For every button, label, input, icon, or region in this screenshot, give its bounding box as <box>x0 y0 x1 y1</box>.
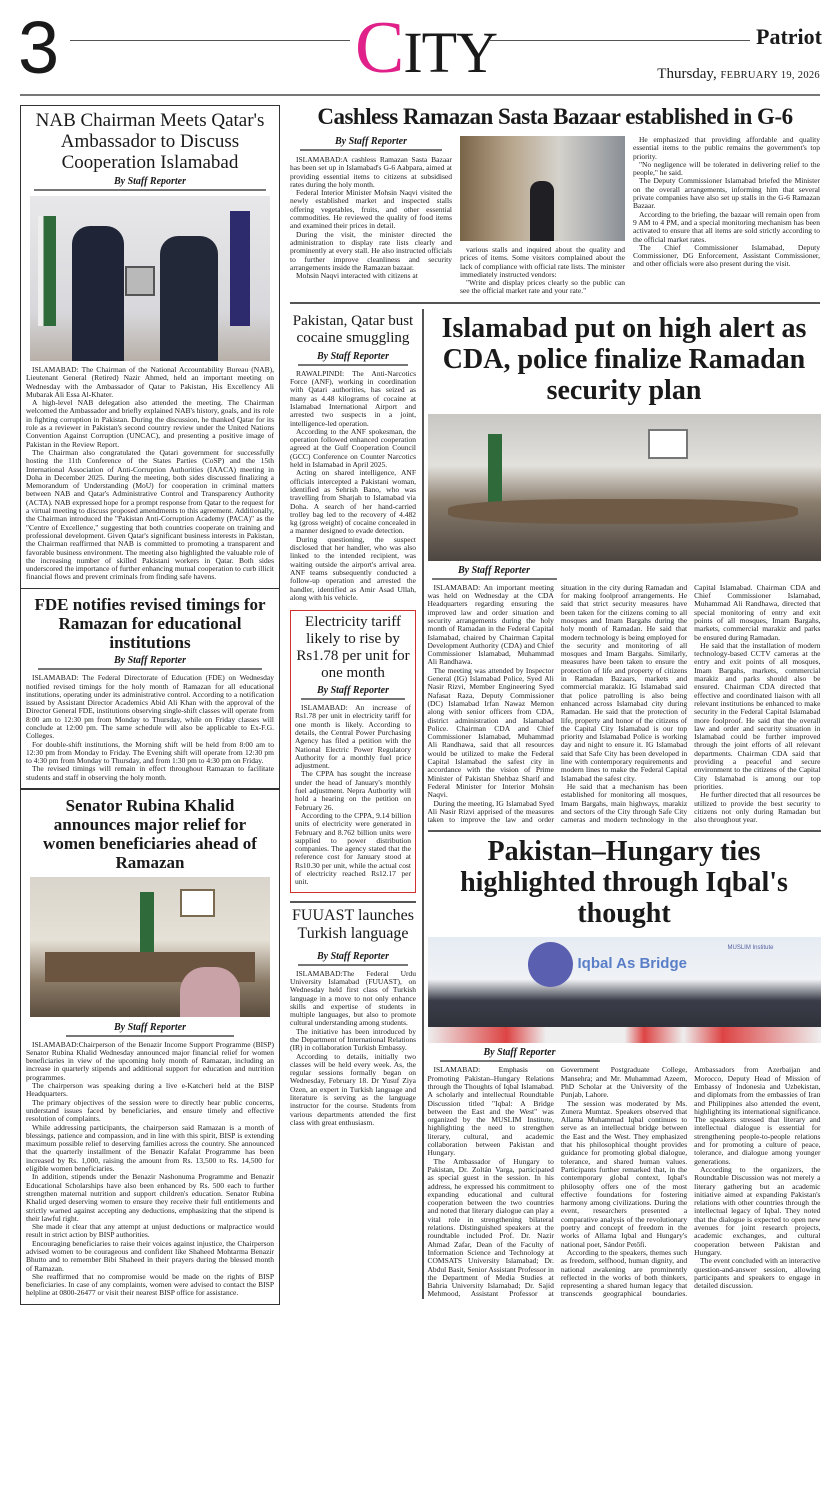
globe-graphic <box>528 942 573 987</box>
article-photo <box>460 136 625 241</box>
issue-date <box>657 66 820 83</box>
paragraph: The initiative has been introduced by the Department of International Relations (IR) in collaboration Turkish Embassy. <box>290 1026 416 1053</box>
paragraph: ISLAMABAD:The Federal Urdu University Islamabad (FUUAST), on Wednesday held first class of Turkish language in a move to not only enhance skills and expertise of students in multiple languages, but also to promote cultural understanding among students. <box>290 968 416 1028</box>
paragraph: The event concluded with an interactive question-and-answer session, allowing participants and speakers to engage in detailed discussion. <box>694 1256 821 1291</box>
byline: By Staff Reporter <box>440 1047 600 1062</box>
paragraph: ISLAMABAD:Chairperson of the Benazir Income Support Programme (BISP) Senator Rubina Khalid Wednesday announced major financial relief for women beneficiaries in view of the upcoming holy month of Ramazan, including an increase in quarterly stipends and additional support for education and nutrition programmes. <box>26 1039 274 1082</box>
banner-text: Iqbal As Bridge <box>577 955 687 973</box>
portrait-frame <box>180 889 215 917</box>
divider <box>21 588 279 590</box>
paragraph: According to details, initially two classes will be held every week. As, the regular sessions formally began on Wednesday, February 18. Dr Yusuf Ziya Ozen, an expert in Turkish language and literature is serving as the language instructor for the course. Students from various departments attended the first class with great enthusiasm. <box>290 1051 416 1127</box>
paragraph: Acting on shared intelligence, ANF officials intercepted a Pakistani woman, identified as Sehrish Bano, who was travelling from Sharjah to Islamabad via Doha. A search of her hand-carried trolley bag led to the recovery of 4.482 kg (gross weight) of cocaine concealed in a manner designed to evade detection. <box>290 468 416 536</box>
article-fuuast <box>290 907 416 1128</box>
article-body <box>290 370 416 602</box>
paragraph: ISLAMABAD: The Federal Directorate of Education (FDE) on Wednesday notified revised timings for the holy month of Ramazan for all educational institutions, operating under its administrative control. According to a notification issued by Assistant Director Academics Abid Ali Khan with the approval of the Director General FDE, institutions observing single-shift classes will operate from 8:00 am to 12:30 pm from Monday to Thursday, while on Friday classes will conclude at 12:00 pm. The same schedule will also be applicable to Ex-F.G. Colleges. <box>26 673 274 741</box>
paragraph: Federal Interior Minister Mohsin Naqvi visited the newly established market and inspected stalls offering vegetables, fruits, and other essential commodities. He reviewed the quality of food items and examined their prices in detail. <box>290 188 452 231</box>
paragraph: While addressing participants, the chairperson said Ramazan is a month of blessings, patience and compassion, and in line with this spirit, BISP is extending maximum possible relief to deserving families across the country. She announced that the quarterly installment of the Benazir Kafalat Programme has been increased by Rs. 1,000, raising the amount from Rs. 13,500 to Rs. 14,500 for eligible women beneficiaries. <box>26 1122 274 1174</box>
article-hungary <box>428 836 821 1298</box>
headline: Senator Rubina Khalid announces major relief for women beneficiaries ahead of Ramazan <box>43 795 257 872</box>
section-title-rest: ITY <box>403 20 497 85</box>
article-body <box>26 1041 274 1298</box>
paragraph: He said that the installation of modern technology-based CCTV cameras at the entry and exit points of all mosques, Imam Bargahs, markets, commercial marakiz and parks should also be ensured. Chairman CDA directed that effective and coordinated liaison with all relevant institutions be enhanced to make security in the Federal Capital Islamabad more foolproof. He said that the overall law and order and security situation in Islamabad could be further improved through the joint efforts of all relevant departments. Chairman CDA said that providing a peaceful and secure environment to the citizens of the Capital City Islamabad is among our top priorities. <box>694 640 821 791</box>
article-bisp <box>26 796 274 1298</box>
middle-column <box>290 309 420 1299</box>
conference-table <box>448 499 798 524</box>
divider <box>21 788 279 790</box>
article-nab <box>26 110 274 582</box>
divider <box>428 830 821 832</box>
paragraph: He emphasized that providing affordable and quality essential items to the public remains the government's top priority. <box>633 135 820 161</box>
paragraph: The primary objectives of the session were to directly hear public concerns, understand issues faced by beneficiaries, and ensure timely and effective resolution of complaints. <box>26 1097 274 1124</box>
paragraph: The Deputy Commissioner Islamabad briefed the Minister on the overall arrangements, informing him that several private companies have also set up stalls in the G-6 Ramazan Bazaar. <box>633 176 820 211</box>
flag <box>230 211 250 326</box>
paragraph: Mohsin Naqvi interacted with citizens at <box>296 271 418 281</box>
brand-logo: Patriot <box>756 24 822 49</box>
paragraph: The Ambassador of Hungary to Pakistan, Dr. Zoltán Varga, participated as special guest in the session. In his address, he expressed his commitment to expanding educational and cultural cooperation between the two countries and noted that literary dialogue can play a vital role in strengthening bilateral relations. Distinguished speakers at the roundtable included Prof. Dr. Nazir Ahmad Zafar, Dean of the Faculty of Information Science and Technology at COMSATS University Islamabad; Dr. Abdul Basit, Senior Assistant Professor in the Department of Media Studies at Bahria University Islamabad; Dr. Sajid Mehmood, Assistant Professor at Government Postgraduate College, Mansehra; and Mr. Muhammad Azeem, PhD Scholar at the University of the Punjab, Lahore. <box>427 1065 688 1299</box>
headline: Cashless Ramazan Sasta Bazaar established in G-6 <box>317 104 793 129</box>
right-column <box>428 309 821 1299</box>
article-photo <box>428 937 821 1043</box>
paragraph: ISLAMABAD: An important meeting was held on Wednesday at the CDA Headquarters regarding ensuring the improved law and order situation and security arrangements during the holy month of Ramadan in the Federal Capital Islamabad, chaired by Chairman Capital Development Authority (CDA) and Chief Commissioner Islamabad, Muhammad Ali Randhawa. <box>427 582 554 667</box>
article-bazaar <box>290 103 820 296</box>
article-body <box>26 366 274 582</box>
paragraph: RAWALPINDI: The Anti-Narcotics Force (ANF), working in coordination with Qatari authorities, has seized as many as 4.48 kilograms of cocaine at Islamabad International Airport and arrested two suspects in a joint, intelligence-led operation. <box>290 368 416 428</box>
paragraph: A high-level NAB delegation also attended the meeting. The Chairman welcomed the Ambassador and briefly explained NAB's history, goals, and its role in fighting corruption in Pakistan. During the discussion, he thanked Qatar for its role as a reviewer in Pakistan's second country review under the United Nations Convention Against Corruption (UNCAC), and presenting a positive image of Pakistan in the Review Report. <box>26 398 274 449</box>
article-body <box>295 704 411 887</box>
divider <box>290 302 820 304</box>
paragraph: She reaffirmed that no compromise would be made on the rights of BISP beneficiaries. In case of any complaints, women were advised to contact the BISP helpline at 0800-26477 or visit their nearest BISP office for assistance. <box>26 1271 274 1298</box>
issue-date-value: FEBRUARY 19, 2026 <box>720 70 820 81</box>
byline: By Staff Reporter <box>38 655 262 670</box>
flag <box>488 434 502 504</box>
paragraph: In addition, stipends under the Benazir Nashonuma Programme and Benazir Educational Scholarships have also been enhanced by Rs. 500 each to further strengthen maternal nutrition and support children's education. Senator Rubina Khalid urged deserving women to ensure they receive their full entitlements and strictly warned against accepting any deductions, emphasizing that the stipend is their lawful right. <box>26 1172 274 1223</box>
paragraph: Encouraging beneficiaries to raise their voices against injustice, the Chairperson advised women to be courageous and confident like Shaheed Mohtarma Benazir Bhutto and to remember Bibi Shaheed in their prayers during the blessed month of Ramazan. <box>26 1238 274 1273</box>
article-col-1 <box>290 156 452 280</box>
organizer-logo: MUSLIM Institute <box>727 945 774 952</box>
paragraph: He said that a mechanism has been established for monitoring all mosques, Imam Bargahs, main highways, marakiz and sectors of the City through Safe City cameras and modern technology in the Capital Islamabad. Chairman CDA and Chief Commissioner Islamabad, Muhammad Ali Randhawa, directed that special monitoring of entry and exit points of all mosques, Imam Bargahs, markets, commercial marakiz and parks be ensured during Ramadan. <box>560 582 821 825</box>
byline: By Staff Reporter <box>300 136 442 151</box>
paragraph: During the meeting, IG Islamabad Syed Ali Nasir Rizvi apprised of the measures taken to improve the law and order situation in the city during Ramadan and for making foolproof arrangements. He said that strict security measures have been taken for the citizens coming to all mosques and Imam Bargahs during the holy month of Ramadan. He said that modern technology is being employed for the security and monitoring of all mosques and Imam Bargahs. Similarly, measures have been taken to ensure the protection of life and property of citizens in Ramadan Bazaars, markets and commercial marakiz. IG Islamabad said that police patrolling is also being enhanced across Islamabad city during Ramadan. He said that the protection of life, property and honor of the citizens of the Capital City Islamabad is our top priority and Islamabad Police is working day and night to ensure it. IG Islamabad said that Safe City has been developed in line with contemporary requirements and modern lines to make the Federal Capital Islamabad the safest city. <box>427 582 688 825</box>
byline: By Staff Reporter <box>66 1022 234 1037</box>
headline: FDE notifies revised timings for Ramazan for educational institutions <box>34 595 266 653</box>
byline: By Staff Reporter <box>301 685 405 700</box>
article-body <box>290 970 416 1128</box>
article-col-3 <box>633 136 820 269</box>
paragraph: During the visit, the minister directed the administration to display rate lists clearly and prominently at every stall. He also instructed officials to further improve cleanliness and security arrangements inside the Ramazan bazaar. <box>290 229 452 272</box>
article-fde <box>26 595 274 782</box>
article-tariff <box>290 610 416 893</box>
person <box>180 967 240 1017</box>
paragraph: The CPPA has sought the increase under the head of January's monthly fuel adjustment. Nepra Authority will hold a hearing on the petition on February 26. <box>295 769 411 812</box>
page-number: 3 <box>18 6 60 89</box>
paragraph: During questioning, the suspect disclosed that her handler, who was also linked to the intended recipient, was waiting outside the airport's arrival area. ANF teams subsequently conducted a follow-up operation and arrested the handler, identified as Amir Asad Ullah, along with his vehicle. <box>290 534 416 602</box>
headline: NAB Chairman Meets Qatar's Ambassador to Discuss Cooperation Islamabad <box>35 110 265 173</box>
flag <box>140 892 154 952</box>
paragraph: According to the ANF spokesman, the operation followed enhanced cooperation agreed at the Gulf Cooperation Council (GCC) Conference on Counter Narcotics held in Islamabad in April 2025. <box>290 426 416 470</box>
article-cocaine <box>290 313 416 602</box>
headline: Electricity tariff likely to rise by Rs1.78 per unit for one month <box>296 614 410 682</box>
byline: By Staff Reporter <box>34 176 266 191</box>
article-body <box>26 674 274 782</box>
headline: Pakistan, Qatar bust cocaine smuggling <box>292 312 414 346</box>
paragraph: The meeting was attended by Inspector General (IG) Islamabad Police, Syed Ali Nasir Rizvi, Member Engineering Syed Nafasat Raza, Deputy Commissioner (DC) Islamabad Irfan Nawaz Memon along with senior officers from CDA, district administration and Islamabad Police. Chairman CDA and Chief Commissioner Islamabad, Muhammad Ali Randhawa, said that all resources would be utilized to make the Federal Capital Islamabad the safest city in accordance with the vision of Prime Minister of Pakistan Shehbaz Sharif and Federal Minister for Interior Mohsin Naqvi. <box>427 665 554 800</box>
paragraph: According to the organizers, the Roundtable Discussion was not merely a literary gathering but an academic initiative aimed at expanding Pakistan's relations with other countries through the intellectual legacy of Iqbal. They noted that the dialogue is expected to open new avenues for joint research projects, academic exchanges, and cultural cooperation between Pakistan and Hungary. <box>694 1164 821 1257</box>
main-area <box>290 103 820 1299</box>
article-body <box>428 584 821 825</box>
paragraph: ISLAMABAD: The Chairman of the National Accountability Bureau (NAB), Lieutenant General (Retired) Nazir Ahmed, held an important meeting on Wednesday with the Ambassador of Qatar to Pakistan, His Excellency Ali Mubarak Ali Essa Al-Khater. <box>26 365 274 399</box>
byline: By Staff Reporter <box>432 565 557 580</box>
article-photo <box>428 414 821 561</box>
plaque <box>125 266 155 296</box>
byline: By Staff Reporter <box>298 951 408 966</box>
headline: FUUAST launches Turkish language <box>292 906 414 942</box>
column-divider <box>422 309 424 1299</box>
section-initial: C <box>355 7 404 89</box>
headline: Pakistan–Hungary ties highlighted through Iqbal's thought <box>460 836 788 930</box>
masthead-rule-right <box>490 40 750 41</box>
masthead-divider <box>20 94 820 96</box>
paragraph: "Write and display prices clearly so the public can see the official market rate and your rate." <box>460 278 625 296</box>
issue-day: Thursday, <box>657 66 717 82</box>
byline: By Staff Reporter <box>298 351 408 366</box>
divider <box>290 901 416 903</box>
paragraph: The Chief Commissioner Islamabad, Deputy Commissioner, DG Enforcement, Assistant Commissioner, and other officials were also present during the visit. <box>633 242 820 269</box>
left-column <box>20 105 280 1305</box>
paragraph: The chairperson was speaking during a live e-Katcheri held at the BISP Headquarters. <box>26 1081 274 1099</box>
paragraph: The revised timings will remain in effect throughout Ramazan to facilitate students and staff in observing the holy month. <box>26 764 274 782</box>
paragraph: According to the briefing, the bazaar will remain open from 9 AM to 4 PM, and a special monitoring mechanism has been activated to ensure that all items are sold strictly according to the official market rates. <box>633 209 820 244</box>
person <box>72 226 124 361</box>
article-photo <box>30 196 270 361</box>
article-alert <box>428 313 821 825</box>
paragraph: ISLAMABAD:A cashless Ramazan Sasta Bazaar has been set up in Islamabad's G-6 Aabpara, aimed at providing essential items to citizens at subsidised rates during the holy month. <box>290 155 452 189</box>
paragraph: According to the CPPA, 9.14 billion units of electricity were generated in February and 8.762 billion units were supplied to power distribution companies. The agency stated that the reference cost for January stood at Rs10.30 per unit, while the actual cost of electricity reached Rs12.17 per unit. <box>295 810 411 887</box>
article-col-2 <box>460 246 625 296</box>
article-body <box>428 1066 821 1298</box>
headline: Islamabad put on high alert as CDA, police finalize Ramadan security plan <box>441 312 807 406</box>
paragraph: He further directed that all resources be utilized to provide the best security to citizens not only during Ramadan but also throughout year. <box>694 790 821 825</box>
paragraph: ISLAMABAD: Emphasis on Promoting Pakistan–Hungary Relations through the Thoughts of Iqbal Islamabad. A scholarly and intellectual Roundtable Discussion titled "Iqbal: A Bridge between the East and the West" was organized by the MUSLIM Institute, highlighting the need to strengthen literary, cultural, and academic collaboration between Pakistan and Hungary. <box>427 1065 554 1158</box>
paragraph: The Chairman also congratulated the Qatari government for successfully hosting the 11th Conference of the States Parties (CoSP) and the 15th International Association of Anti-Corruption Authorities (IAACA) meeting in Doha in December 2025. During the meeting, both sides discussed finalizing a Memorandum of Understanding (MoU) for cooperation in criminal matters between NAB and Qatar's Administrative Control and Transparency Authority (ACTA). NAB expressed hope for a prompt response from Qatar to the request for a virtual meeting to discuss proposed amendments to this agreement. Additionally, the Chairman introduced the "Pakistan Anti-Corruption Academy (PACA)" as the "Centre of Excellence," suggesting that both countries cooperate on training and professional development. Given Qatar's significant business interests in Pakistan, the Chairman reaffirmed that NAB is committed to promoting a transparent and favorable business environment. The meeting also highlighted the valuable role of the increasing number of skilled Pakistani workers in Qatar. Both sides underscored the importance of further enhancing mutual cooperation to curb illicit financial flows and prevent criminals from finding safe havens. <box>26 447 274 582</box>
paragraph: She made it clear that any attempt at unjust deductions or malpractice would result in strict action by BISP authorities. <box>26 1222 274 1240</box>
paragraph: various stalls and inquired about the quality and prices of items. Some visitors complained about the lack of compliance with official rate lists. The minister immediately instructed vendors: <box>460 245 625 279</box>
paragraph: For double-shift institutions, the Morning shift will be held from 8:00 am to 12:30 pm from Monday to Friday. The Evening shift will operate from 12:30 pm to 4:30 pm from Monday to Thursday, and from 1:30 pm to 4:30 pm on Friday. <box>26 739 274 766</box>
masthead-rule-left <box>70 40 350 41</box>
flowers-table <box>428 1027 821 1043</box>
flag-pakistan <box>38 216 56 326</box>
portrait-frame <box>648 429 688 459</box>
paragraph: According to the speakers, themes such as freedom, selfhood, human dignity, and national awakening are prominently reflected in the works of both thinkers, representing a shared human legacy that transcends geographical boundaries. Ambassadors from Azerbaijan and Morocco, Deputy Head of Mission of Embassy of Indonesia and Uzbekistan, and diplomats from the embassies of Iran and Philippines also attended the event, highlighting its international significance. The speakers stressed that literary and intellectual dialogue is essential for strengthening people-to-people relations and for promoting a culture of peace, tolerance, and dialogue among younger generations. <box>560 1065 821 1299</box>
paragraph: "No negligence will be tolerated in delivering relief to the people," he said. <box>633 159 820 178</box>
paragraph: The session was moderated by Ms. Zunera Mumtaz. Speakers observed that Allama Muhammad Iqbal continues to serve as an intellectual bridge between the East and the West. They emphasized that his philosophical thought provides guidance for promoting global dialogue, tolerance, and shared human values. Participants further remarked that, in the contemporary global context, Iqbal's philosophy offers one of the most effective foundations for fostering harmony among civilizations. During the event, researchers presented a comparative analysis of the revolutionary poetry and concept of freedom in the works of Allama Iqbal and Hungary's national poet, Sándor Petőfi. <box>560 1098 688 1249</box>
person <box>530 181 554 241</box>
article-photo <box>30 877 270 1017</box>
person <box>160 236 218 361</box>
paragraph: ISLAMABAD: An increase of Rs1.78 per unit in electricity tariff for one month is likely. According to details, the Central Power Purchasing Agency has filed a petition with the National Electric Power Regulatory Authority for a monthly fuel price adjustment. <box>295 703 411 771</box>
section-title <box>355 7 497 89</box>
